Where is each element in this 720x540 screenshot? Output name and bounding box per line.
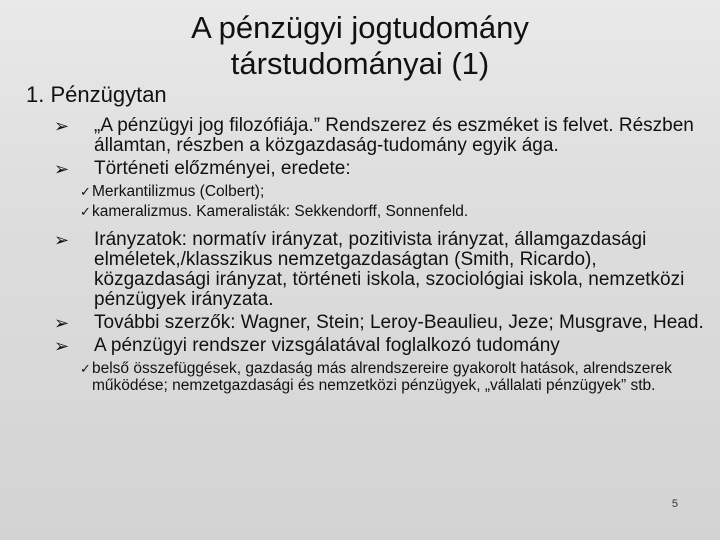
- arrow-bullet-icon: ➢: [54, 230, 70, 250]
- arrow-bullet-icon: ➢: [54, 336, 70, 356]
- bullet-text: Irányzatok: normatív irányzat, pozitivista irányzat, államgazdasági elméletek,/klasszikus nemzetgazdaságtan (Smith, Ricardo), közgazdasági irányzat, történeti iskola, szociológiai iskola, nemzetközi pénzügyek irányzata.: [94, 229, 685, 310]
- bullet-text: További szerzők: Wagner, Stein; Leroy-Beaulieu, Jeze; Musgrave, Head.: [94, 312, 704, 333]
- section-heading: 1. Pénzügytan: [26, 82, 167, 107]
- slide-title: [0, 10, 720, 82]
- arrow-bullet-icon: ➢: [54, 313, 70, 333]
- sub-item-text: kameralizmus. Kameralisták: Sekkendorff, Sonnenfeld.: [92, 203, 469, 220]
- bullet-item: [52, 336, 712, 356]
- sub-item: [80, 203, 712, 220]
- bullet-item: [52, 313, 712, 333]
- arrow-bullet-icon: ➢: [54, 116, 70, 136]
- check-bullet-icon: ✓: [80, 204, 91, 219]
- check-bullet-icon: ✓: [80, 361, 91, 376]
- sub-item-text: belső összefüggések, gazdaság más alrendszereire gyakorolt hatások, alrendszerek működése; nemzetgazdasági és nemzetközi pénzügyek, „vállalati pénzügyek” stb.: [92, 360, 672, 394]
- bullet-item: [52, 116, 712, 156]
- bullet-text: A pénzügyi rendszer vizsgálatával foglalkozó tudomány: [94, 335, 560, 356]
- bullet-item: [52, 159, 712, 179]
- check-bullet-icon: ✓: [80, 184, 91, 199]
- bullet-text: Történeti előzményei, eredete:: [94, 158, 351, 179]
- bullet-item: [52, 230, 712, 310]
- page-number: 5: [671, 498, 678, 510]
- sub-item: [80, 183, 712, 200]
- arrow-bullet-icon: ➢: [54, 159, 70, 179]
- sub-item: [80, 360, 712, 394]
- sub-list-system: [80, 360, 712, 394]
- slide-body: [52, 116, 712, 404]
- title-line-1: A pénzügyi jogtudomány: [191, 10, 529, 45]
- title-line-2: társtudományai (1): [230, 46, 490, 81]
- sub-item-text: Merkantilizmus (Colbert);: [92, 183, 265, 200]
- sub-list-history: [80, 183, 712, 220]
- bullet-text: „A pénzügyi jog filozófiája.” Rendszerez és eszméket is felvet. Részben államtan, részben a közgazdaság-tudomány egyik ága.: [94, 115, 694, 156]
